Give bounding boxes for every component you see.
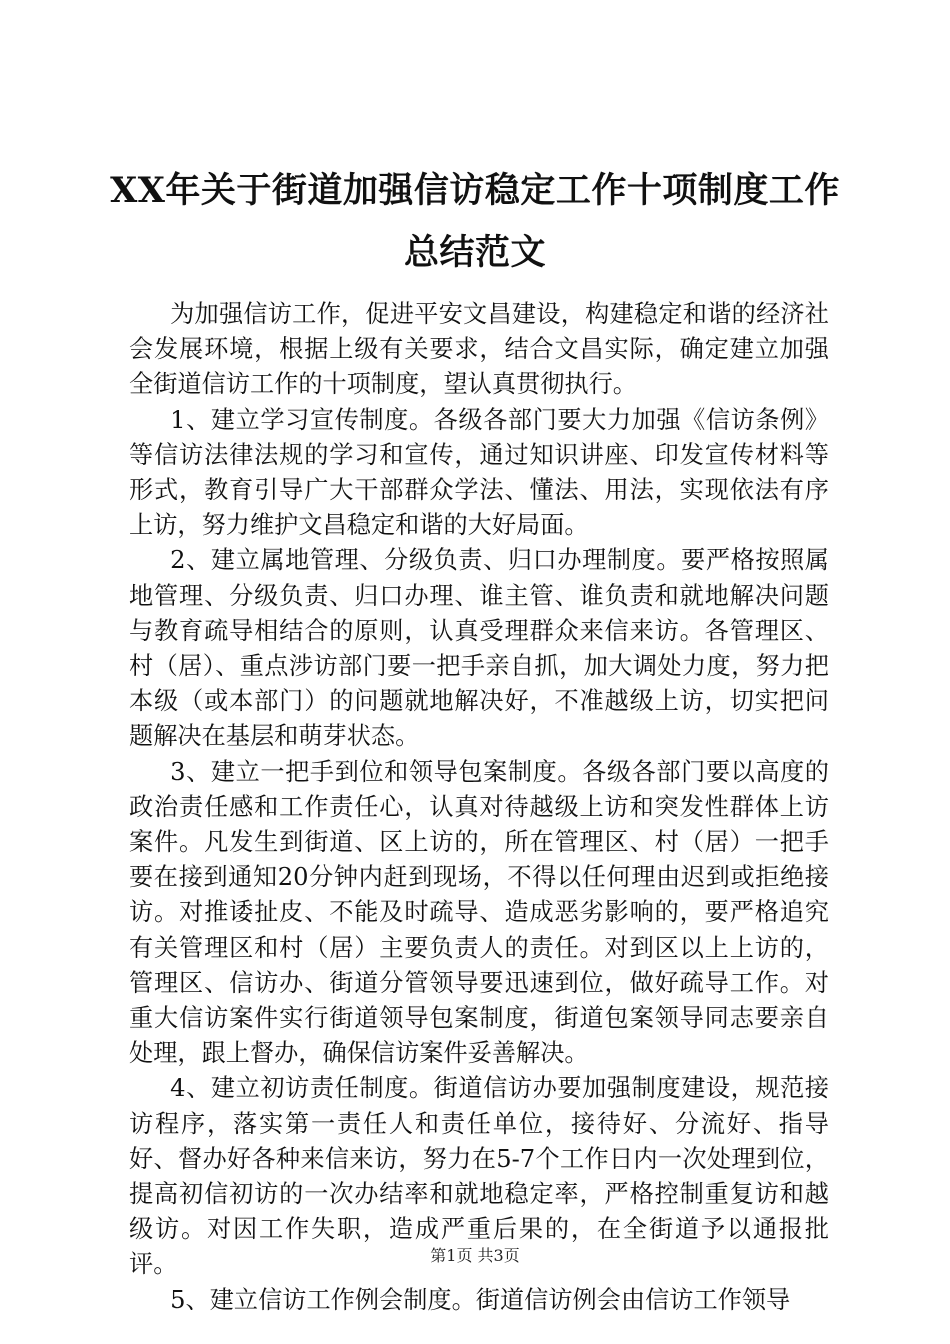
intro-paragraph: 为加强信访工作，促进平安文昌建设，构建稳定和谐的经济社会发展环境，根据上级有关要求，结合文昌实际，确定建立加强全街道信访工作的十项制度，望认真贯彻执行。	[129, 300, 829, 399]
paragraph-item-2: 2、建立属地管理、分级负责、归口办理制度。要严格按照属地管理、分级负责、归口办理、谁主管、谁负责和就地解决问题与教育疏导相结合的原则，认真受理群众来信来访。各管理区、村（居）、重点涉访部门要一把手亲自抓，加大调处力度，努力把本级（或本部门）的问题就地解决好，不准越级上访，切实把问题解决在基层和萌芽状态。	[129, 546, 829, 751]
paragraph-item-1: 1、建立学习宣传制度。各级各部门要大力加强《信访条例》等信访法律法规的学习和宣传，通过知识讲座、印发宣传材料等形式，教育引导广大干部群众学法、懂法、用法，实现依法有序上访，努力维护文昌稳定和谐的大好局面。	[129, 405, 829, 540]
document-title: XX年关于街道加强信访稳定工作十项制度工作总结范文	[110, 170, 840, 273]
paragraph-item-5: 5、建立信访工作例会制度。街道信访例会由信访工作领导	[170, 1285, 791, 1314]
paragraph-item-3: 3、建立一把手到位和领导包案制度。各级各部门要以高度的政治责任感和工作责任心，认真对待越级上访和突发性群体上访案件。凡发生到街道、区上访的，所在管理区、村（居）一把手要在接到通知20分钟内赶到现场，不得以任何理由迟到或拒绝接访。对推诿扯皮、不能及时疏导、造成恶劣影响的，要严格追究有关管理区和村（居）主要负责人的责任。对到区以上上访的，管理区、信访办、街道分管领导要迅速到位，做好疏导工作。对重大信访案件实行街道领导包案制度，街道包案领导同志要亲自处理，跟上督办，确保信访案件妥善解决。	[129, 757, 829, 1068]
document-body	[129, 297, 829, 1318]
paragraph-item-4: 4、建立初访责任制度。街道信访办要加强制度建设，规范接访程序，落实第一责任人和责任单位，接待好、分流好、指导好、督办好各种来信来访，努力在5-7个工作日内一次处理到位，提高初信初访的一次办结率和就地稳定率，严格控制重复访和越级访。对因工作失职，造成严重后果的，在全街道予以通报批评。	[129, 1074, 829, 1279]
page-footer: 第1页 共3页	[430, 1246, 520, 1265]
